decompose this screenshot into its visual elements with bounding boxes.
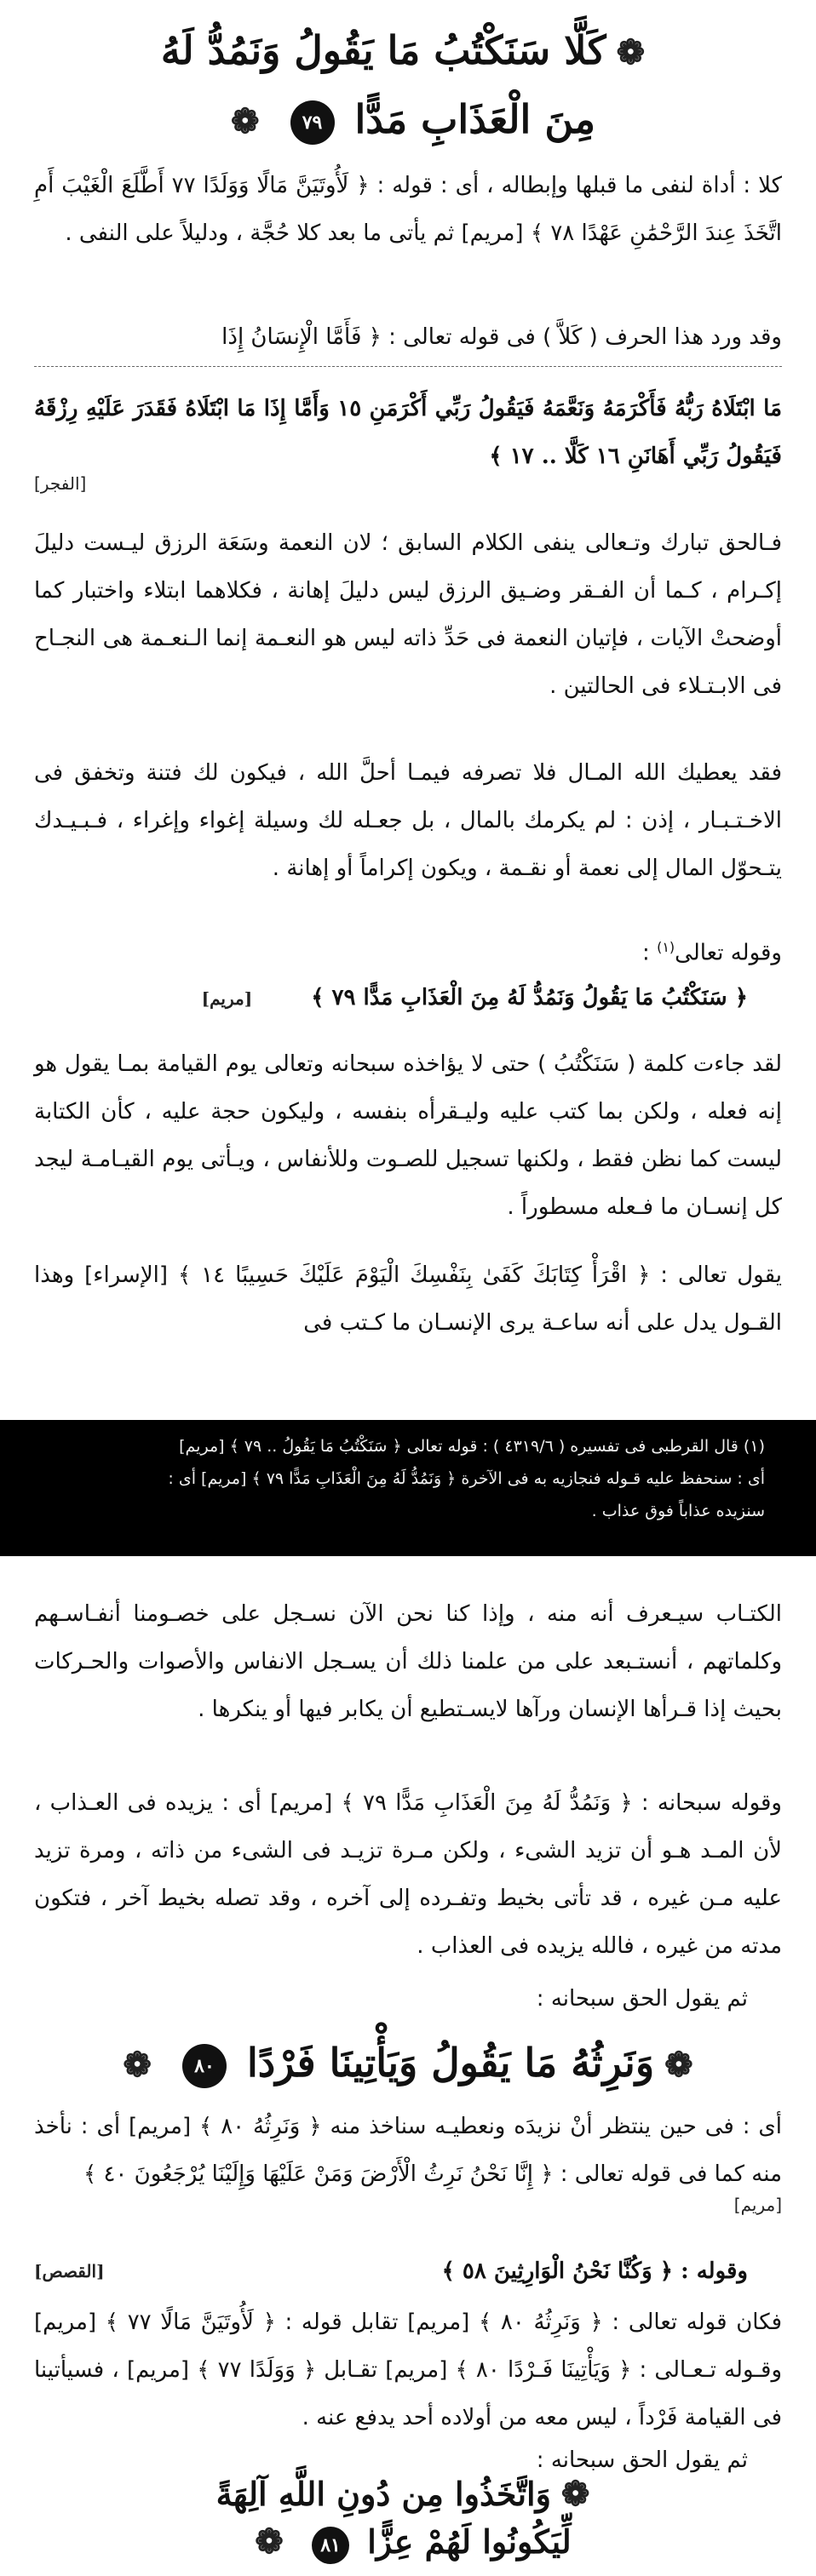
verse-number-badge: ٨٠: [182, 2044, 227, 2088]
paragraph-text: لقد جاءت كلمة ( سَنَكْتُبُ ) حتى لا يؤاخذه سبحانه وتعالى يوم القيامة بمـا يقول هو إنه فعله ، ولكن بما كتب عليه وليـقرأه بنفسه ، وليكون حجة عليه ، كأن الكتابة ليست كما نظن فقط ، ولكنها تسجيل للصـوت وللأنفاس ، ويـأتى يوم القيـامـة ليجد كل إنسـان ما فـعله مسطوراً .: [34, 1051, 782, 1220]
paragraph-4: [34, 749, 782, 892]
quran-verse-text: مَا ابْتَلَاهُ رَبُّهُ فَأَكْرَمَهُ وَنَعَّمَهُ فَيَقُولُ رَبِّي أَكْرَمَنِ ١٥ وَأَمَّا إِذَا مَا ابْتَلَاهُ فَقَدَرَ عَلَيْهِ رِزْقَهُ فَيَقُولُ رَبِّي أَهَانَنِ ١٦ كَلَّا .. ١٧ ﴾: [34, 396, 783, 469]
paragraph-8: [34, 1590, 782, 1733]
paragraph-12: [34, 2247, 782, 2295]
footnote-line-1: (١) قال القرطبى فى تفسيره ( ٤٣١٩/٦ ) : قوله تعالى ﴿ سَنَكْتُبُ مَا يَقُولُ .. ٧٩ ﴾ [مريم]: [179, 1437, 765, 1456]
ornament-icon: ❁: [255, 2522, 284, 2562]
paragraph-2: [34, 313, 782, 361]
paragraph-7: [34, 1251, 782, 1347]
verse-heading-79: [34, 17, 782, 155]
paragraph-text: فـالحق تبارك وتـعالى ينفى الكلام السابق ؛ لان النعمة وسَعَة الرزق ليـست دليلَ إكـرام ، كـما أن الفـقر وضـيق الرزق ليس دليلَ إهانة ، فكلاهما ابتلاء واختبار كما أوضحتْ الآيات ، فإتيان النعمة فى حَدِّ ذاته ليس هو النعـمة إنما الـنعـمة هى النجـاح فى الابـتـلاء فى الحالتين .: [34, 530, 782, 699]
heading-line-2: لِّيَكُونُوا لَهُمْ عِزًّا: [367, 2522, 572, 2561]
intro-text: وقوله تعالى: [675, 940, 782, 966]
quran-verse-text: ﴿ سَنَكْتُبُ مَا يَقُولُ وَنَمُدُّ لَهُ مِنَ الْعَذَابِ مَدًّا ٧٩ ﴾: [311, 984, 748, 1010]
paragraph-text: وقد ورد هذا الحرف ( كَلاَّ ) فى قوله تعالى : ﴿ فَأَمَّا الْإِنسَانُ إِذَا: [221, 324, 782, 350]
quran-verse-text: وقوله : ﴿ وَكُنَّا نَحْنُ الْوَارِثِينَ ٥٨ ﴾: [441, 2258, 748, 2284]
ornament-icon: ❁: [560, 2474, 590, 2514]
paragraph-text: يقول تعالى : ﴿ اقْرَأْ كِتَابَكَ كَفَىٰ بِنَفْسِكَ الْيَوْمَ عَلَيْكَ حَسِيبًا ١٤ ﴾ [الإسراء] وهذا القـول يدل على أنه ساعـة يرى الإنسـان ما كـتب فى: [34, 1262, 782, 1336]
paragraph-6: [34, 1040, 782, 1231]
paragraph-text: فكان قوله تعالى : ﴿ وَنَرِثُهُ ٨٠ ﴾ [مريم] تقابل قوله : ﴿ لَأُوتَيَنَّ مَالًا ٧٧ ﴾ [مريم] وقـوله تـعـالى : ﴿ وَيَأْتِينَا فَـرْدًا ٨٠ ﴾ [مريم] تقـابل ﴿ وَوَلَدًا ٧٧ ﴾ [مريم] ، فسيأتينا فى القيامة فَرْداً ، ليس معه من أولاده أحد يدفع عنه .: [34, 2310, 783, 2430]
paragraph-11: [34, 2103, 782, 2215]
paragraph-10: [34, 1975, 782, 2023]
footnote-box: [0, 1420, 816, 1556]
divider: [34, 366, 782, 367]
source-reference: [مريم]: [733, 2195, 782, 2215]
ornament-icon: ❁: [664, 2045, 693, 2085]
heading-line-2: مِنَ الْعَذَابِ مَدًّا: [354, 96, 595, 142]
paragraph-text: وقوله سبحانه : ﴿ وَنَمُدُّ لَهُ مِنَ الْعَذَابِ مَدًّا ٧٩ ﴾ [مريم] أى : يزيده فى العـذاب ، لأن المـد هـو أن تزيد الشىء ، ولكن مـرة تزيـد فى الشىء من ذاته ، ومرة تزيد عليه مـن غيره ، قد تأتى بخيط وتفـرده إلى آخره ، وقد تصله بخيط آخر ، فتكون مدته من غيره ، فالله يزيده فى العذاب .: [34, 1790, 782, 1959]
paragraph-1: [34, 162, 782, 257]
paragraph-13: [34, 2298, 782, 2441]
heading-text: وَنَرِثُهُ مَا يَقُولُ وَيَأْتِينَا فَرْدًا: [246, 2040, 655, 2086]
paragraph-2-verse: [34, 385, 782, 494]
paragraph-3: [34, 519, 782, 710]
source-reference: [مريم]: [201, 987, 253, 1009]
source-reference: [الفجر]: [34, 473, 87, 494]
heading-line-1: وَاتَّخَذُوا مِن دُونِ اللَّهِ آلِهَةً: [215, 2475, 551, 2513]
verse-number-badge: ٨١: [312, 2527, 349, 2564]
source-reference: [القصص]: [34, 2261, 105, 2281]
footnote-line-2: أى : سنحفظ عليه قـوله فنجازيه به فى الآخرة ﴿ وَنَمُدُّ لَهُ مِنَ الْعَذَابِ مَدًّا ٧٩ ﴾ [مريم] أى :: [168, 1469, 765, 1488]
paragraph-text: فقد يعطيك الله المـال فلا تصرفه فيمـا أحلَّ الله ، فيكون لك فتنة وتخفق فى الاخـتـبـار ، إذن : لم يكرمك بالمال ، بل جعـله لك وسيلة إغواء وإغراء ، فـبـيـدك يتـحوّل المال إلى نعمة أو نقـمة ، ويكون إكراماً أو إهانة .: [34, 760, 782, 881]
paragraph-9: [34, 1779, 782, 1970]
verse-number-badge: ٧٩: [290, 100, 335, 145]
ornament-icon: ❁: [230, 101, 260, 141]
heading-line-1: كَلَّا سَنَكْتُبُ مَا يَقُولُ وَنَمُدُّ لَهُ: [160, 27, 606, 73]
paragraph-text: أى : فى حين ينتظر أنْ نزيدَه ونعطيـه سناخذ منه ﴿ وَنَرِثُهُ ٨٠ ﴾ [مريم] أى : نأخذ منه كما فى قوله تعالى : ﴿ إِنَّا نَحْنُ نَرِثُ الْأَرْضَ وَمَنْ عَلَيْهَا وَإِلَيْنَا يُرْجَعُونَ ٤٠ ﴾: [34, 2114, 782, 2187]
ornament-icon: ❁: [616, 32, 646, 72]
footnote-line-3: سنزيده عذاباً فوق عذاب .: [591, 1502, 765, 1520]
paragraph-text: ثم يقول الحق سبحانه :: [536, 1986, 748, 2012]
footnote-marker: (١): [657, 939, 675, 955]
verse-heading-81: [34, 2470, 782, 2566]
paragraph-text: الكتـاب سيـعرف أنه منه ، وإذا كنا نحن الآن نسـجل على خصـومنا أنفـاسـهم وكلماتهم ، أنستـبعد على من علمنا ذلك أن يسـجل الانفاس والأصوات والحـركات بحيث إذا قـرأها الإنسان ورآها لايسـتطيع أن يكابر فيها أو ينكرها .: [34, 1601, 782, 1722]
paragraph-5: وقوله تعالى$^{(١)}$ : ﴿ سَنَكْتُبُ مَا يَقُولُ وَنَمُدُّ لَهُ مِنَ الْعَذَابِ مَدًّا ٧٩ ﴾ [مريم]: [201, 939, 782, 1010]
verse-heading-80: [34, 2029, 782, 2098]
paragraph-text: ثم يقول الحق سبحانه :: [536, 2447, 748, 2473]
ornament-icon: ❁: [123, 2045, 152, 2085]
paragraph-text: كلا : أداة لنفى ما قبلها وإبطاله ، أى : قوله : ﴿ لَأُوتَيَنَّ مَالًا وَوَلَدًا ٧٧ أَطَّلَعَ الْغَيْبَ أَمِ اتَّخَذَ عِندَ الرَّحْمَٰنِ عَهْدًا ٧٨ ﴾ [مريم] ثم يأتى ما بعد كلا حُجَّة ، ودليلاً على النفى .: [34, 173, 782, 246]
